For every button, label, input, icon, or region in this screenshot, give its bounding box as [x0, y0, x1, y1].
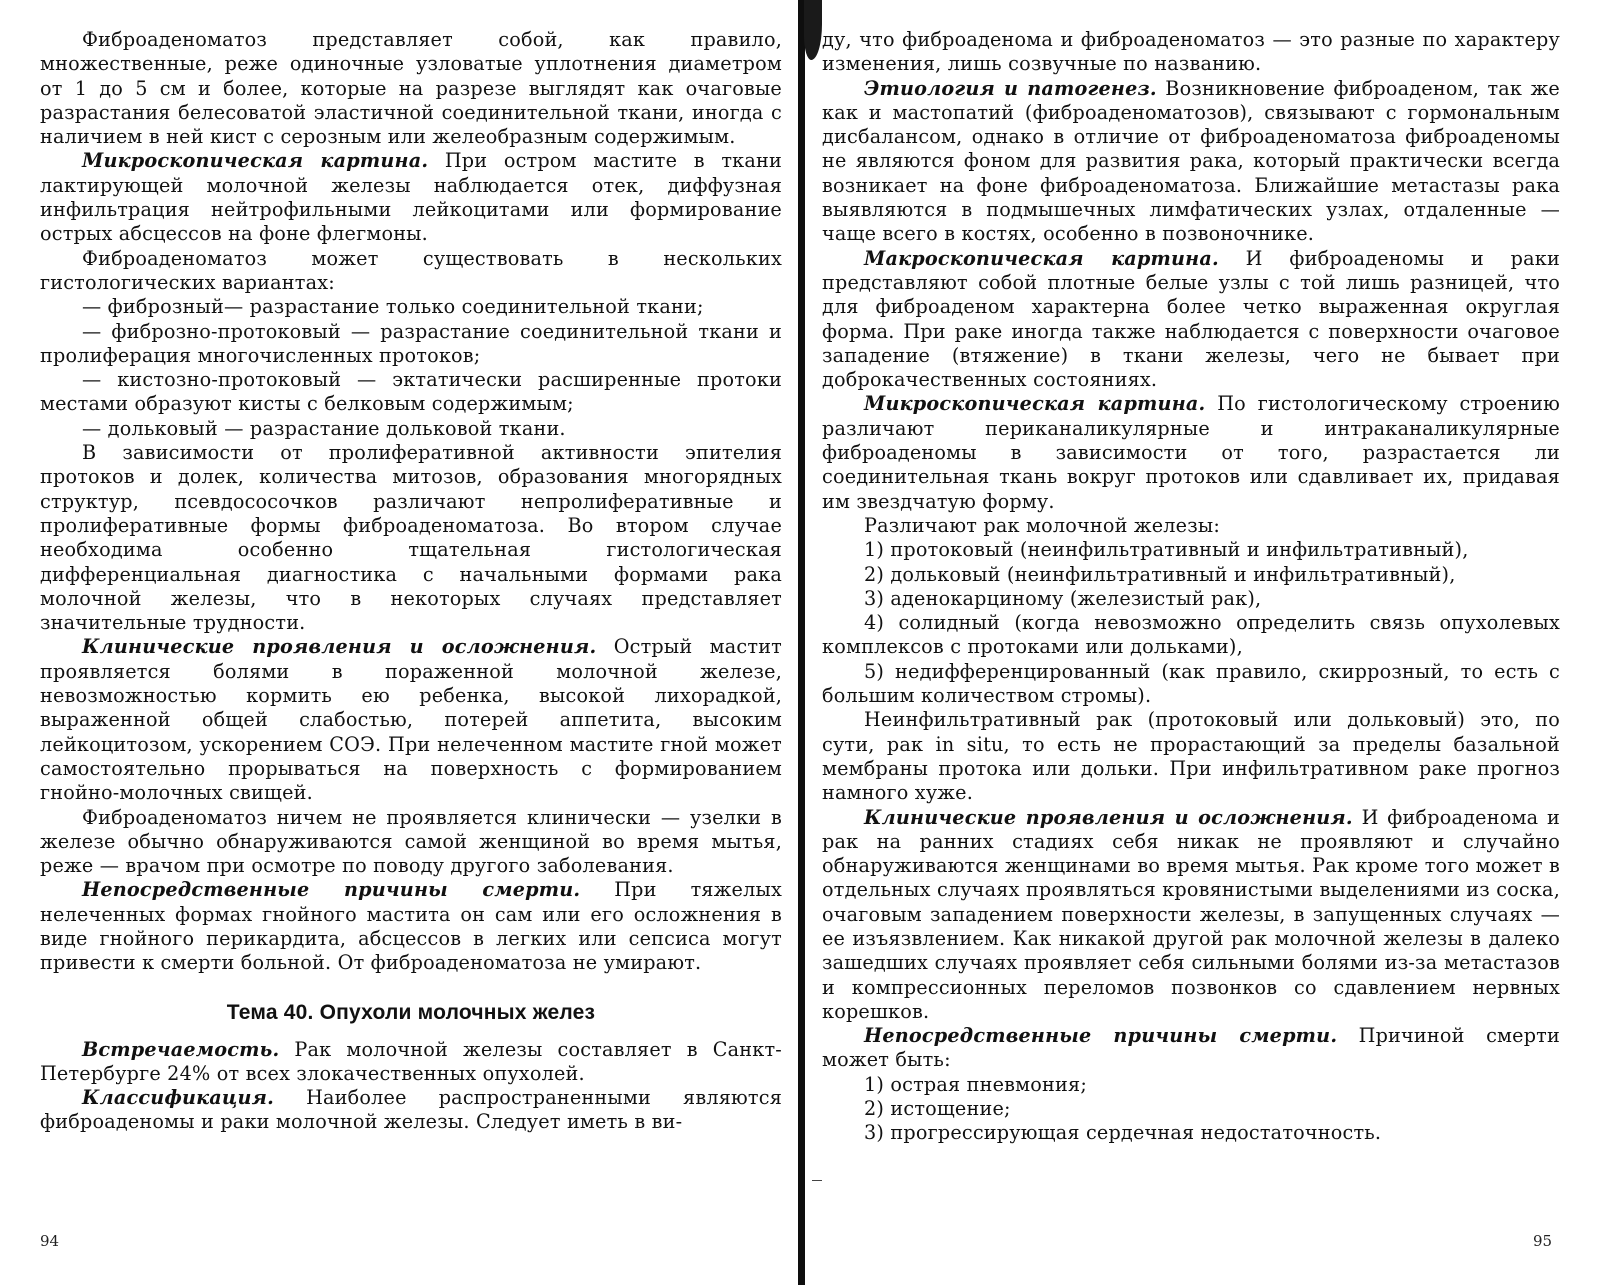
paragraph-text: Рак молочной железы составляет в Санкт-Петербурге 24% от всех злокачественных опухолей. — [40, 1037, 782, 1085]
left-page — [40, 28, 782, 1135]
list-item: — фиброзный— разрастание только соединительной ткани; — [82, 295, 704, 319]
paragraph — [822, 392, 1560, 513]
paragraph: ду, что фиброаденома и фиброаденоматоз — это разные по характеру изменения, лишь созвучные по названию. — [822, 28, 1560, 76]
paragraph: Неинфильтративный рак (протоковый или дольковый) это, по сути, рак in situ, то есть не прорастающий за пределы базальной мембраны протока или дольки. При инфильтративном раке прогноз намного хуже. — [822, 708, 1560, 805]
list-item: — фиброзно-протоковый — разрастание соединительной ткани и пролиферация многочисленных протоков; — [40, 319, 782, 367]
list-item: — кистозно-протоковый — эктатически расширенные протоки местами образуют кисты с белковым содержимым; — [40, 368, 782, 416]
paragraph — [40, 878, 782, 975]
section-lead: Клинические проявления и осложнения. — [82, 635, 597, 659]
paragraph — [40, 1086, 782, 1135]
list-item: 4) солидный (когда невозможно определить связь опухолевых комплексов с протоками или дольками), — [822, 611, 1560, 659]
list-item: — дольковый — разрастание дольковой ткани. — [82, 416, 566, 440]
paragraph-text: Острый мастит проявляется болями в пораженной молочной железе, невозможностью кормить ею ребенка, высокой лихорадкой, выраженной общей слабостью, потерей аппетита, высоким лейкоцитозом, ускорением СОЭ. При нелеченном мастите гной может самостоятельно прорываться на поверхность с формированием гнойно-молочных свищей. — [40, 635, 782, 805]
section-lead: Этиология и патогенез. — [864, 76, 1157, 100]
section-lead: Встречаемость. — [82, 1037, 280, 1061]
paragraph — [822, 1024, 1560, 1073]
paragraph: Фиброаденоматоз представляет собой, как правило, множественные, реже одиночные узловатые уплотнения диаметром от 1 до 5 см и более, которые на разрезе выглядят как очаговые разрастания белесоватой эластичной соединительной ткани, иногда с наличием в ней кист с серозным или желеобразным содержимым. — [40, 28, 782, 149]
section-lead: Клинические проявления и осложнения. — [864, 805, 1353, 829]
paragraph: Различают рак молочной железы: — [864, 513, 1221, 537]
section-lead: Микроскопическая картина. — [82, 149, 429, 173]
paragraph-text: Наиболее распространенными являются фиброаденомы и раки молочной железы. Следует иметь в ви- — [40, 1086, 782, 1134]
paragraph-text: Причиной смерти может быть: — [822, 1024, 1560, 1072]
gutter-shadow — [804, 0, 822, 60]
section-lead: Макроскопическая картина. — [864, 246, 1219, 270]
paragraph — [822, 247, 1560, 393]
paragraph-text: Возникновение фиброаденом, так же как и мастопатий (фиброаденоматозов), связывают с гормональным дисбалансом, однако в отличие от фиброаденоматоза фиброаденомы не являются фоном для развития рака, который практически всегда возникает на фоне фиброаденоматоза. Ближайшие метастазы рака выявляются в подмышечных лимфатических узлах, отдаленные — чаще всего в костях, особенно в позвоночнике. — [822, 76, 1560, 246]
page-number: 94 — [40, 1232, 60, 1250]
section-lead: Непосредственные причины смерти. — [82, 878, 581, 902]
paragraph-text: При тяжелых нелеченных формах гнойного мастита он сам или его осложнения в виде гнойного перикардита, абсцессов в легких или сепсиса могут привести к смерти больной. От фиброаденоматоза не умирают. — [40, 878, 782, 975]
paragraph-text: И фиброаденомы и раки представляют собой плотные белые узлы с той лишь разницей, что для фиброаденом характерна более четко выраженная округлая форма. При раке иногда также наблюдается с поверхности очаговое западение (втяжение) в ткани железы, чего не бывает при доброкачественных состояниях. — [822, 246, 1560, 392]
list-item: 1) протоковый (неинфильтративный и инфильтративный), — [864, 538, 1469, 562]
paragraph — [822, 77, 1560, 247]
paragraph — [40, 635, 782, 805]
list-item: 2) истощение; — [864, 1097, 1011, 1121]
paragraph: Фиброаденоматоз может существовать в нескольких гистологических вариантах: — [40, 246, 782, 294]
list-item: 3) прогрессирующая сердечная недостаточность. — [864, 1121, 1382, 1145]
right-page — [822, 28, 1560, 1146]
section-lead: Микроскопическая картина. — [864, 392, 1206, 416]
paragraph: Фиброаденоматоз ничем не проявляется клинически — узелки в железе обычно обнаруживаются самой женщиной во время мытья, реже — врачом при осмотре по поводу другого заболевания. — [40, 805, 782, 878]
margin-mark — [812, 1180, 822, 1181]
section-lead: Непосредственные причины смерти. — [864, 1024, 1338, 1048]
paragraph-text: При остром мастите в ткани лактирующей молочной железы наблюдается отек, диффузная инфильтрация нейтрофильными лейкоцитами или формирование острых абсцессов на фоне флегмоны. — [40, 149, 782, 246]
paragraph — [40, 1038, 782, 1087]
paragraph-text: По гистологическому строению различают периканаликулярные и интраканаликулярные фиброаденомы в зависимости от того, разрастается ли соединительная ткань вокруг протоков или сдавливает их, придавая им звездчатую форму. — [822, 392, 1560, 513]
list-item: 5) недифференцированный (как правило, скиррозный, то есть с большим количеством стромы). — [822, 659, 1560, 708]
paragraph: В зависимости от пролиферативной активности эпителия протоков и долек, количества митозов, образования многорядных структур, псевдососочков различают непролиферативные и пролиферативные формы фиброаденоматоза. Во втором случае необходима особенно тщательная гистологическая дифференциальная диагностика с начальными формами рака молочной железы, что в некоторых случаях представляет значительные трудности. — [40, 441, 782, 635]
book-gutter — [798, 0, 805, 1285]
list-item: 1) острая пневмония; — [864, 1072, 1087, 1096]
section-lead: Классификация. — [82, 1086, 275, 1110]
chapter-heading: Тема 40. Опухоли молочных желез — [226, 1000, 596, 1024]
list-item: 3) аденокарциному (железистый рак), — [864, 586, 1262, 610]
paragraph — [40, 149, 782, 246]
paragraph — [822, 806, 1560, 1025]
paragraph-text: И фиброаденома и рак на ранних стадиях себя никак не проявляют и случайно обнаруживаются женщинами во время мытья. Рак кроме того может в отдельных случаях проявляться кровянистыми выделениями из соска, очаговым западением поверхности железы, в запущенных случаях — ее изъязвлением. Как никакой другой рак молочной железы в далеко зашедших случаях проявляет себя сильными болями из-за метастазов и компрессионных переломов позвонков со сдавлением нервных корешков. — [822, 805, 1561, 1023]
list-item: 2) дольковый (неинфильтративный и инфильтративный), — [864, 562, 1456, 586]
page-number: 95 — [1533, 1232, 1553, 1250]
